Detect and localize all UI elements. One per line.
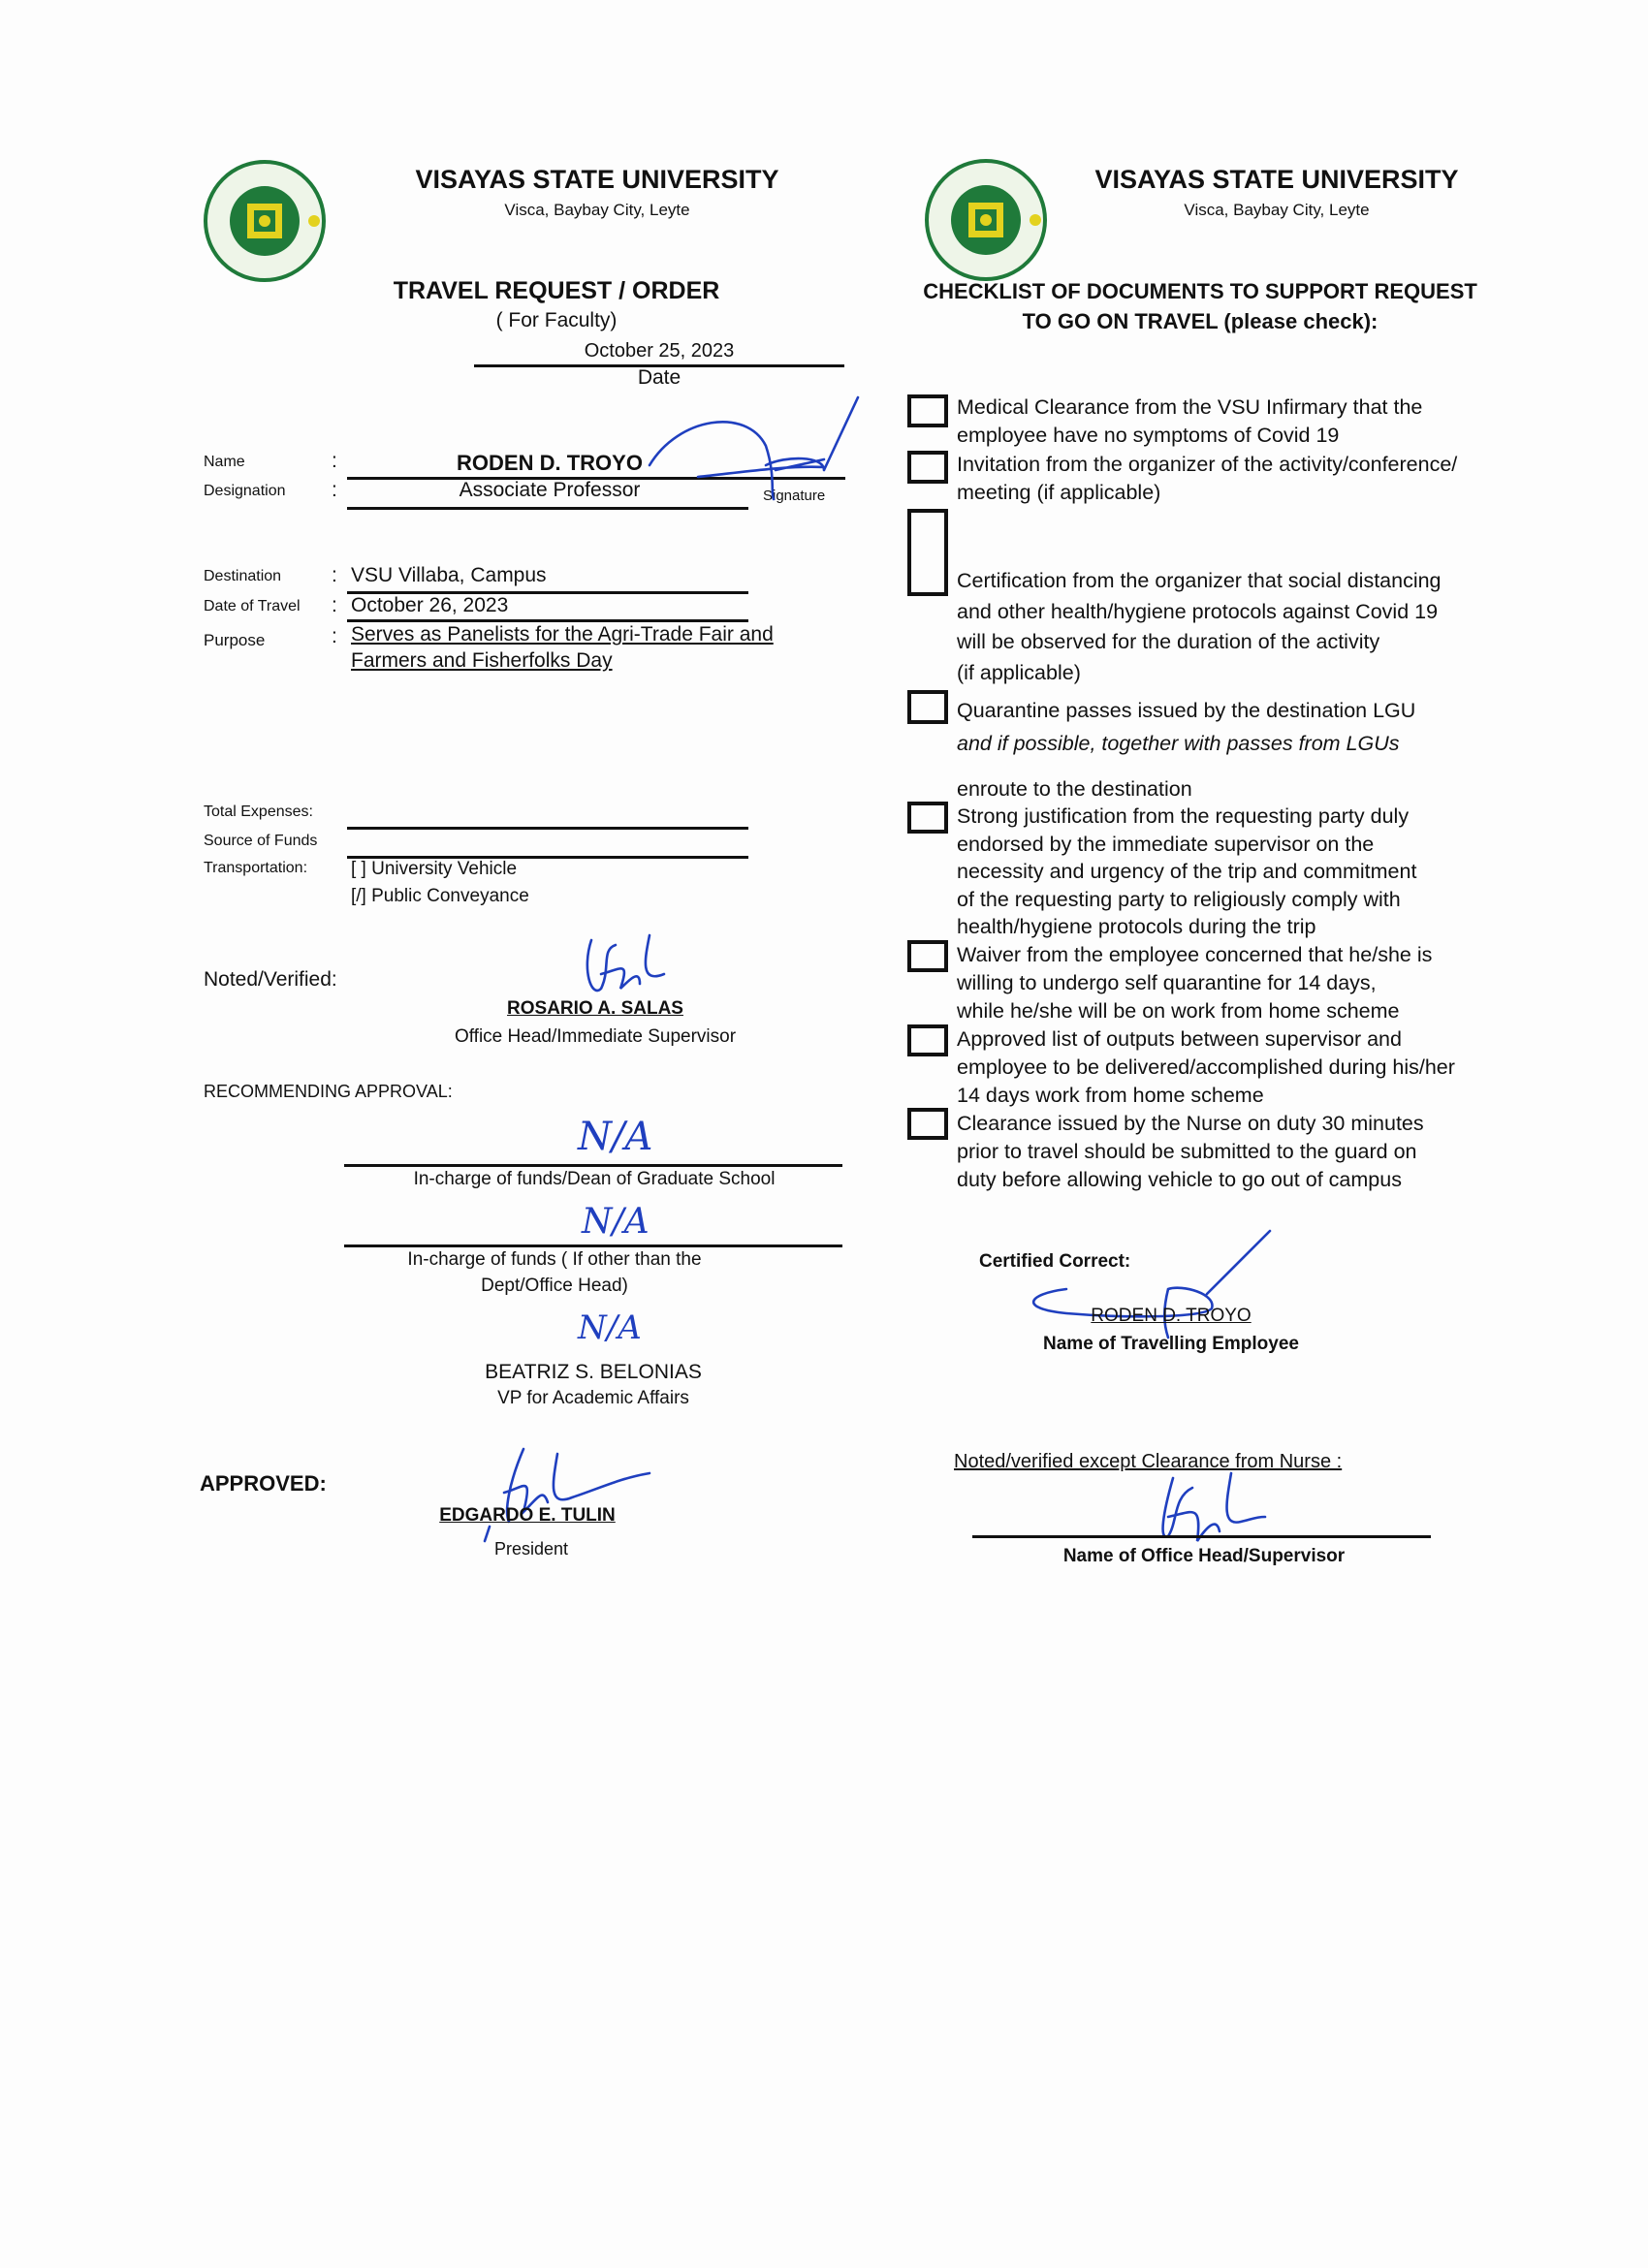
purpose-label: Purpose: [204, 631, 266, 649]
na-mark-1: N/A: [578, 1115, 653, 1159]
checklist-item-strong-justification: Strong justification from the requesting party duly endorsed by the immediate supervisor on the necessity and urgency of the trip and commitment of the requesting party to religiously comply with health/hygiene protocols during the trip: [957, 804, 1417, 939]
rec2-title-line-1: In-charge of funds ( If other than the: [407, 1249, 702, 1270]
supervisor-name: ROSARIO A. SALAS: [507, 998, 683, 1019]
date-of-travel-label: Date of Travel: [204, 598, 301, 614]
source-of-funds-label: Source of Funds: [204, 833, 318, 849]
employee-name: RODEN D. TROYO: [1091, 1306, 1252, 1326]
rec2-line: [344, 1244, 842, 1247]
transportation-label: Transportation:: [204, 860, 308, 876]
checkbox-certification[interactable]: [907, 509, 948, 596]
designation-value: Associate Professor: [459, 479, 641, 501]
name-label: Name: [204, 454, 245, 470]
destination-label: Destination: [204, 568, 282, 584]
checkbox-medical-clearance[interactable]: [907, 394, 948, 427]
approved-label: APPROVED:: [200, 1471, 327, 1496]
certified-correct-label: Certified Correct:: [979, 1251, 1131, 1272]
transport-option-university-vehicle[interactable]: [ ] University Vehicle: [351, 859, 518, 879]
university-seal-right: [924, 158, 1048, 282]
colon: :: [332, 625, 337, 647]
designation-label: Designation: [204, 483, 286, 499]
signature-label: Signature: [763, 488, 826, 504]
total-expenses-line: [347, 827, 748, 830]
vp-title: VP for Academic Affairs: [497, 1388, 689, 1408]
checklist-item-certification: Certification from the organizer that social distancing and other health/hygiene protocols against Covid 19 will be observed for the duration of the activity (if applicable): [957, 569, 1442, 684]
date-value: October 25, 2023: [584, 340, 735, 362]
president-title: President: [493, 1539, 569, 1559]
university-seal-left: [203, 159, 327, 283]
university-address-right: Visca, Baybay City, Leyte: [1184, 201, 1370, 219]
na-mark-2: N/A: [582, 1202, 650, 1242]
total-expenses-label: Total Expenses:: [204, 803, 313, 820]
date-label: Date: [637, 366, 681, 389]
office-head-line: [972, 1535, 1431, 1538]
checkbox-approved-outputs[interactable]: [907, 1024, 948, 1056]
university-name-right: VISAYAS STATE UNIVERSITY: [1094, 165, 1459, 194]
university-name: VISAYAS STATE UNIVERSITY: [415, 165, 779, 194]
checklist-item-quarantine-passes: Quarantine passes issued by the destination LGU and if possible, together with passes from LGUs enroute to the destination: [957, 699, 1416, 801]
colon: :: [332, 564, 337, 586]
transport-option-public-conveyance[interactable]: [/] Public Conveyance: [351, 886, 529, 906]
rec1-title: In-charge of funds/Dean of Graduate School: [413, 1169, 776, 1189]
recommending-approval-label: RECOMMENDING APPROVAL:: [204, 1082, 453, 1101]
name-value: RODEN D. TROYO: [457, 451, 643, 475]
checklist-title-line-1: CHECKLIST OF DOCUMENTS TO SUPPORT REQUEST: [923, 279, 1477, 303]
signature-supervisor: [572, 930, 688, 1008]
university-address: Visca, Baybay City, Leyte: [504, 201, 690, 219]
office-head-label: Name of Office Head/Supervisor: [1062, 1546, 1346, 1566]
signature-president: [465, 1444, 659, 1551]
purpose-line-1: Serves as Panelists for the Agri-Trade Fair and: [351, 623, 774, 646]
president-name: EDGARDO E. TULIN: [439, 1505, 616, 1526]
form-subtitle: ( For Faculty): [495, 309, 618, 331]
supervisor-title: Office Head/Immediate Supervisor: [454, 1026, 737, 1047]
employee-label: Name of Travelling Employee: [1043, 1334, 1299, 1354]
checklist-item-medical-clearance: Medical Clearance from the VSU Infirmary that the employee have no symptoms of Covid 19: [957, 395, 1423, 447]
destination-value: VSU Villaba, Campus: [351, 564, 547, 586]
date-of-travel-value: October 26, 2023: [351, 594, 509, 616]
purpose-line-2: Farmers and Fisherfolks Day: [351, 649, 613, 672]
checkbox-nurse-clearance[interactable]: [907, 1108, 948, 1140]
checklist-item-nurse-clearance: Clearance issued by the Nurse on duty 30 minutes prior to travel should be submitted to the guard on duty before allowing vehicle to go out of campus: [957, 1112, 1424, 1191]
na-mark-3: N/A: [578, 1308, 642, 1347]
noted-verified-except-label: Noted/verified except Clearance from Nurse :: [954, 1451, 1343, 1472]
checkbox-quarantine-passes[interactable]: [907, 690, 948, 724]
form-title: TRAVEL REQUEST / ORDER: [393, 277, 720, 304]
checkbox-strong-justification[interactable]: [907, 802, 948, 834]
rec2-title-line-2: Dept/Office Head): [481, 1276, 628, 1296]
rec1-line: [344, 1164, 842, 1167]
colon: :: [332, 479, 337, 501]
checkbox-invitation[interactable]: [907, 451, 948, 484]
signature-requester: [620, 388, 872, 514]
checklist-title-line-2: TO GO ON TRAVEL (please check):: [1022, 309, 1379, 333]
vp-name: BEATRIZ S. BELONIAS: [485, 1361, 702, 1383]
checkbox-waiver[interactable]: [907, 940, 948, 972]
checklist-item-approved-outputs: Approved list of outputs between supervisor and employee to be delivered/accomplished during his/her 14 days work from home scheme: [957, 1027, 1455, 1107]
checklist-item-waiver: Waiver from the employee concerned that he/she is willing to undergo self quarantine for 14 days, while he/she will be on work from home scheme: [957, 943, 1433, 1023]
date-of-travel-line: [347, 619, 748, 622]
colon: :: [332, 594, 337, 616]
checklist-item-invitation: Invitation from the organizer of the activity/conference/ meeting (if applicable): [957, 453, 1458, 504]
colon: :: [332, 450, 337, 472]
noted-verified-label: Noted/Verified:: [204, 968, 337, 991]
